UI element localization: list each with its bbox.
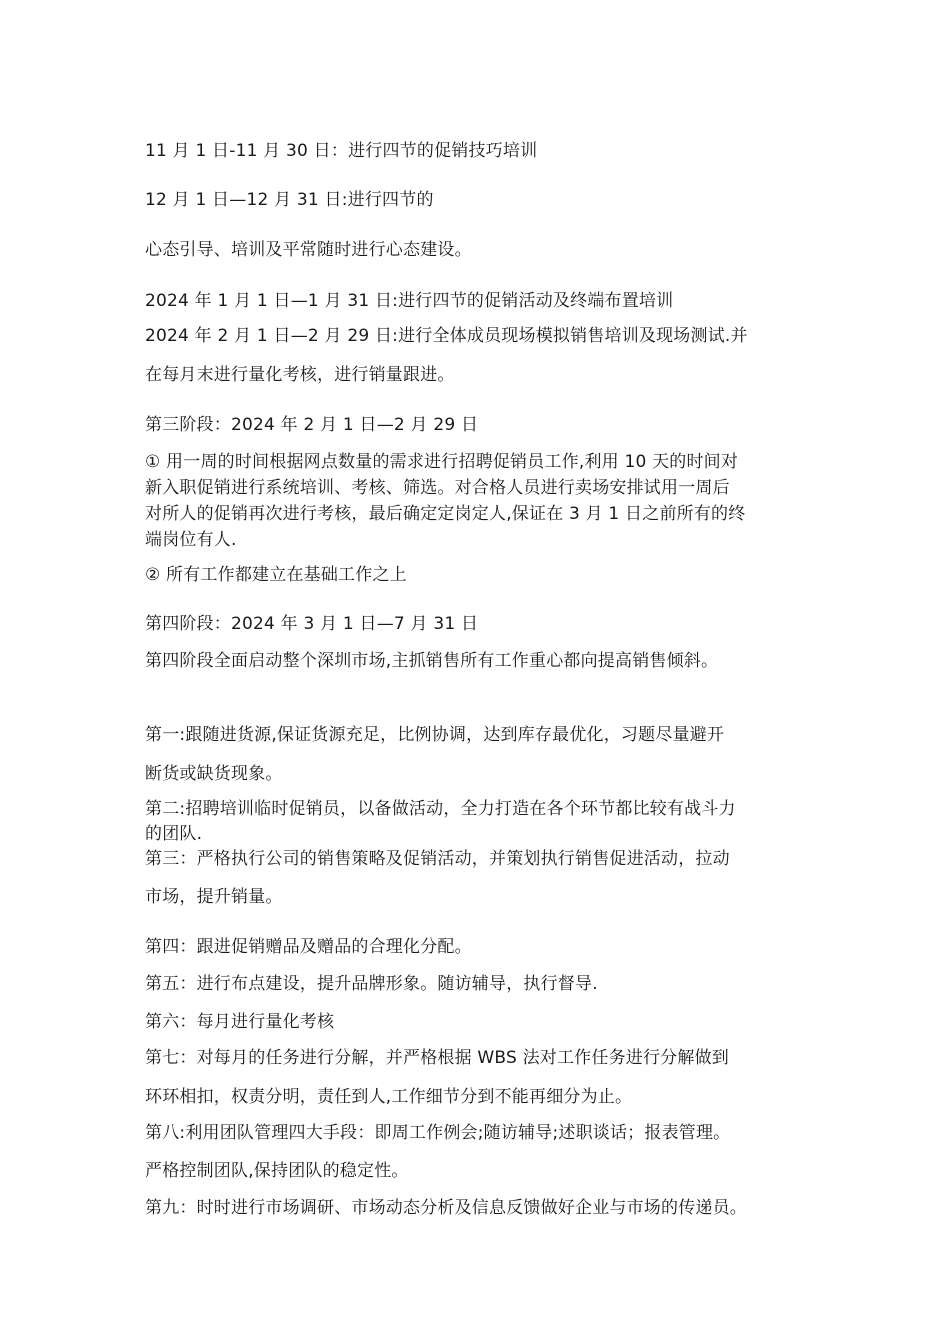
text-line: 对所人的促销再次进行考核，最后确定定岗定人,保证在 3 月 1 日之前所有的终 <box>145 504 746 524</box>
text-line: 市场，提升销量。 <box>145 887 283 907</box>
text-line: 12 月 1 日—12 月 31 日:进行四节的 <box>145 190 434 210</box>
text-line: 2024 年 2 月 1 日—2 月 29 日:进行全体成员现场模拟销售培训及现场测试.并 <box>145 326 748 346</box>
text-line: 端岗位有人. <box>145 530 237 550</box>
text-line: 11 月 1 日-11 月 30 日：进行四节的促销技巧培训 <box>145 141 538 161</box>
text-line: 第九：时时进行市场调研、市场动态分析及信息反馈做好企业与市场的传递员。 <box>145 1198 747 1218</box>
text-line: 第七：对每月的任务进行分解，并严格根据 WBS 法对工作任务进行分解做到 <box>145 1048 729 1068</box>
text-line: 环环相扣，权责分明，责任到人,工作细节分到不能再细分为止。 <box>145 1087 633 1107</box>
text-line: 在每月末进行量化考核，进行销量跟进。 <box>145 365 455 385</box>
text-line: 断货或缺货现象。 <box>145 764 283 784</box>
text-line: 第四阶段全面启动整个深圳市场,主抓销售所有工作重心都向提高销售倾斜。 <box>145 651 719 671</box>
section-heading: 第三阶段：2024 年 2 月 1 日—2 月 29 日 <box>145 415 479 435</box>
section-heading: 第四阶段：2024 年 3 月 1 日—7 月 31 日 <box>145 614 479 634</box>
text-line: 第三：严格执行公司的销售策略及促销活动，并策划执行销售促进活动，拉动 <box>145 849 730 869</box>
text-line: 第四：跟进促销赠品及赠品的合理化分配。 <box>145 937 472 957</box>
text-line: 第五：进行布点建设，提升品牌形象。随访辅导，执行督导. <box>145 974 598 994</box>
text-line: 第六：每月进行量化考核 <box>145 1012 335 1032</box>
text-line: ② 所有工作都建立在基础工作之上 <box>145 565 407 585</box>
text-line: 第八:利用团队管理四大手段：即周工作例会;随访辅导;述职谈话；报表管理。 <box>145 1123 731 1143</box>
text-line: 2024 年 1 月 1 日—1 月 31 日:进行四节的促销活动及终端布置培训 <box>145 291 674 311</box>
text-line: 严格控制团队,保持团队的稳定性。 <box>145 1161 409 1181</box>
text-line: 新入职促销进行系统培训、考核、筛选。对合格人员进行卖场安排试用一周后 <box>145 478 730 498</box>
text-line: 心态引导、培训及平常随时进行心态建设。 <box>145 240 472 260</box>
text-line: 第二:招聘培训临时促销员，以备做活动，全力打造在各个环节都比较有战斗力 <box>145 799 736 819</box>
text-line: 的团队. <box>145 824 203 844</box>
text-line: ① 用一周的时间根据网点数量的需求进行招聘促销员工作,利用 10 天的时间对 <box>145 452 739 472</box>
text-line: 第一:跟随进货源,保证货源充足，比例协调，达到库存最优化，习题尽量避开 <box>145 725 725 745</box>
